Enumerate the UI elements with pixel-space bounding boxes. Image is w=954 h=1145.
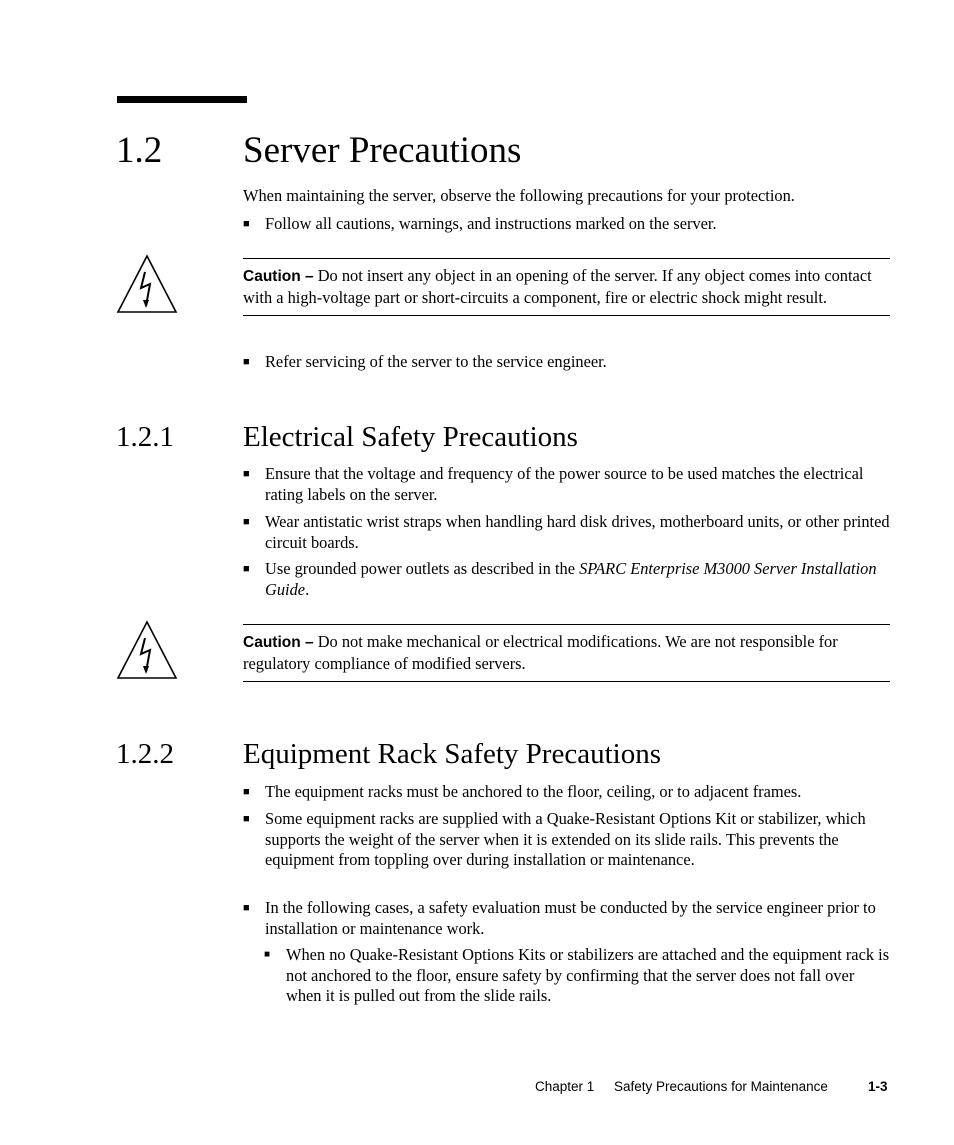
bullet-marker: ■: [243, 218, 250, 230]
caution-text: Do not make mechanical or electrical modifications. We are not responsible for regulatory compliance of modified servers.: [243, 632, 838, 673]
list-item: [243, 464, 893, 505]
bullet-marker: ■: [243, 813, 250, 825]
list-item: [243, 352, 893, 373]
bullet-marker: ■: [264, 949, 271, 960]
bullet-marker: ■: [243, 516, 250, 528]
bullet-marker: ■: [243, 356, 250, 368]
section-title: Server Precautions: [243, 130, 522, 171]
caution-label: Caution –: [243, 268, 314, 285]
list-item-text: Follow all cautions, warnings, and instructions marked on the server.: [265, 214, 717, 233]
footer-chapter-title: Safety Precautions for Maintenance: [614, 1079, 828, 1094]
list-item: [243, 898, 893, 939]
list-item-text: The equipment racks must be anchored to the floor, ceiling, or to adjacent frames.: [265, 782, 802, 801]
bullet-marker: ■: [243, 786, 250, 798]
subsection-number: 1.2.1: [116, 421, 174, 453]
sub-list-item-text: When no Quake-Resistant Options Kits or stabilizers are attached and the equipment rack is not anchored to the floor, ensure safety by confirming that the server does not fall over when it is pulled out from the slide rails.: [286, 945, 890, 1005]
list-item-text: Ensure that the voltage and frequency of the power source to be used matches the electrical rating labels on the server.: [265, 464, 864, 504]
subsection-title: Electrical Safety Precautions: [243, 421, 578, 453]
list-item-text: Wear antistatic wrist straps when handling hard disk drives, motherboard units, or other printed circuit boards.: [265, 512, 890, 552]
chapter-rule: [117, 96, 247, 103]
electrical-hazard-warning-icon: [116, 254, 178, 314]
list-item-text: [265, 559, 893, 600]
list-item: [243, 214, 893, 235]
list-item: [243, 559, 893, 600]
bullet-marker: ■: [243, 468, 250, 480]
list-item: [243, 809, 893, 871]
list-item: [243, 782, 893, 803]
document-reference: SPARC Enterprise M3000 Server Installation Guide: [265, 559, 877, 599]
caution-box: [243, 258, 890, 316]
subsection-number: 1.2.2: [116, 738, 174, 770]
section-number: 1.2: [116, 130, 163, 171]
list-item-text: In the following cases, a safety evaluation must be conducted by the service engineer prior to installation or maintenance work.: [265, 898, 876, 938]
sub-list-item: [264, 945, 890, 1007]
bullet-marker: ■: [243, 563, 250, 575]
caution-label: Caution –: [243, 634, 314, 651]
caution-text: Do not insert any object in an opening of the server. If any object comes into contact with a high-voltage part or short-circuits a component, fire or electric shock might result.: [243, 266, 872, 307]
list-item: [243, 512, 893, 553]
caution-box: [243, 624, 890, 682]
page-number: 1-3: [868, 1079, 888, 1094]
list-item-text-post: .: [305, 579, 310, 599]
list-item-text: Some equipment racks are supplied with a Quake-Resistant Options Kit or stabilizer, which supports the weight of the server when it is extended on its slide rails. This prevents the equipment from toppling over during installation or maintenance.: [265, 809, 866, 869]
bullet-marker: ■: [243, 902, 250, 914]
electrical-hazard-warning-icon: [116, 620, 178, 680]
list-item-text-pre: Use grounded power outlets as described in the: [265, 559, 580, 578]
subsection-title: Equipment Rack Safety Precautions: [243, 738, 661, 770]
section-intro: When maintaining the server, observe the following precautions for your protection.: [243, 186, 795, 205]
list-item-text: Refer servicing of the server to the service engineer.: [265, 352, 607, 371]
footer-chapter: Chapter 1: [535, 1079, 595, 1094]
